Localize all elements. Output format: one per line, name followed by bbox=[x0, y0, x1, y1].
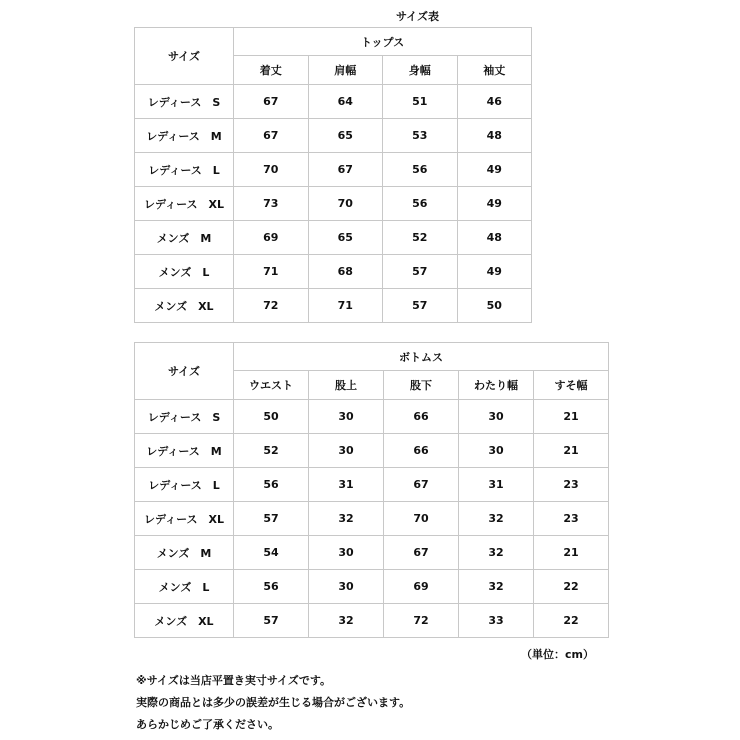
tops-size-table bbox=[134, 27, 532, 323]
size-label: レディース L bbox=[135, 153, 234, 187]
size-label: レディース XL bbox=[135, 502, 234, 536]
table-cell: 23 bbox=[534, 468, 609, 502]
table-cell: 48 bbox=[457, 221, 532, 255]
table-cell: 56 bbox=[234, 468, 309, 502]
table-row bbox=[135, 85, 532, 119]
size-label: レディース XL bbox=[135, 187, 234, 221]
column-header: 股上 bbox=[309, 371, 384, 400]
table-row bbox=[135, 400, 609, 434]
table-cell: 49 bbox=[457, 153, 532, 187]
table-cell: 46 bbox=[457, 85, 532, 119]
size-header: サイズ bbox=[135, 28, 234, 85]
table-cell: 67 bbox=[234, 85, 309, 119]
size-header: サイズ bbox=[135, 343, 234, 400]
table-cell: 52 bbox=[234, 434, 309, 468]
column-header: わたり幅 bbox=[459, 371, 534, 400]
size-label: メンズ XL bbox=[135, 604, 234, 638]
table-row bbox=[135, 570, 609, 604]
table-cell: 72 bbox=[234, 289, 309, 323]
table-cell: 32 bbox=[459, 536, 534, 570]
table-row bbox=[135, 434, 609, 468]
table-cell: 32 bbox=[459, 570, 534, 604]
table-cell: 31 bbox=[459, 468, 534, 502]
table-cell: 32 bbox=[309, 604, 384, 638]
table-cell: 70 bbox=[234, 153, 309, 187]
column-header: 股下 bbox=[384, 371, 459, 400]
table-row bbox=[135, 536, 609, 570]
table-cell: 71 bbox=[308, 289, 383, 323]
unit-note: （単位：cm） bbox=[521, 648, 594, 661]
table-cell: 49 bbox=[457, 255, 532, 289]
table-cell: 54 bbox=[234, 536, 309, 570]
table-cell: 33 bbox=[459, 604, 534, 638]
size-label: メンズ XL bbox=[135, 289, 234, 323]
table-cell: 21 bbox=[534, 536, 609, 570]
table-cell: 70 bbox=[308, 187, 383, 221]
table-cell: 71 bbox=[234, 255, 309, 289]
table-cell: 50 bbox=[234, 400, 309, 434]
table-row bbox=[135, 187, 532, 221]
table-cell: 65 bbox=[308, 119, 383, 153]
table-cell: 56 bbox=[383, 153, 458, 187]
page-title: サイズ表 bbox=[395, 10, 440, 23]
table-cell: 67 bbox=[384, 468, 459, 502]
table-cell: 57 bbox=[234, 604, 309, 638]
column-header: ウエスト bbox=[234, 371, 309, 400]
table-cell: 67 bbox=[384, 536, 459, 570]
table-cell: 30 bbox=[309, 434, 384, 468]
table-cell: 50 bbox=[457, 289, 532, 323]
table-cell: 48 bbox=[457, 119, 532, 153]
table-cell: 65 bbox=[308, 221, 383, 255]
table-cell: 69 bbox=[234, 221, 309, 255]
table-cell: 22 bbox=[534, 570, 609, 604]
table-cell: 31 bbox=[309, 468, 384, 502]
table-cell: 23 bbox=[534, 502, 609, 536]
table-cell: 68 bbox=[308, 255, 383, 289]
column-header: 肩幅 bbox=[308, 56, 383, 85]
table-cell: 30 bbox=[309, 400, 384, 434]
column-header: すそ幅 bbox=[534, 371, 609, 400]
table-cell: 57 bbox=[234, 502, 309, 536]
table-cell: 66 bbox=[384, 400, 459, 434]
table-cell: 30 bbox=[459, 400, 534, 434]
size-label: レディース L bbox=[135, 468, 234, 502]
size-label: レディース S bbox=[135, 85, 234, 119]
table-cell: 67 bbox=[234, 119, 309, 153]
table-cell: 56 bbox=[383, 187, 458, 221]
note-line: 実際の商品とは多少の誤差が生じる場合がございます。 bbox=[136, 696, 411, 709]
size-label: レディース M bbox=[135, 434, 234, 468]
table-row bbox=[135, 502, 609, 536]
table-cell: 70 bbox=[384, 502, 459, 536]
size-label: メンズ M bbox=[135, 221, 234, 255]
table-cell: 67 bbox=[308, 153, 383, 187]
column-header: 袖丈 bbox=[457, 56, 532, 85]
table-cell: 64 bbox=[308, 85, 383, 119]
size-label: メンズ L bbox=[135, 570, 234, 604]
table-cell: 21 bbox=[534, 400, 609, 434]
table-cell: 66 bbox=[384, 434, 459, 468]
bottoms-group-header: ボトムス bbox=[234, 343, 609, 371]
table-cell: 30 bbox=[309, 536, 384, 570]
table-cell: 72 bbox=[384, 604, 459, 638]
table-cell: 30 bbox=[309, 570, 384, 604]
table-cell: 53 bbox=[383, 119, 458, 153]
table-cell: 22 bbox=[534, 604, 609, 638]
table-cell: 51 bbox=[383, 85, 458, 119]
bottoms-size-table bbox=[134, 342, 609, 638]
notes bbox=[136, 670, 410, 736]
table-row bbox=[135, 604, 609, 638]
table-cell: 73 bbox=[234, 187, 309, 221]
column-header: 身幅 bbox=[383, 56, 458, 85]
table-cell: 57 bbox=[383, 255, 458, 289]
table-cell: 57 bbox=[383, 289, 458, 323]
table-row bbox=[135, 221, 532, 255]
table-cell: 52 bbox=[383, 221, 458, 255]
table-row bbox=[135, 289, 532, 323]
size-label: メンズ L bbox=[135, 255, 234, 289]
table-cell: 32 bbox=[459, 502, 534, 536]
table-row bbox=[135, 468, 609, 502]
tops-group-header: トップス bbox=[234, 28, 532, 56]
table-cell: 69 bbox=[384, 570, 459, 604]
table-cell: 56 bbox=[234, 570, 309, 604]
column-header: 着丈 bbox=[234, 56, 309, 85]
table-cell: 32 bbox=[309, 502, 384, 536]
size-label: レディース M bbox=[135, 119, 234, 153]
table-row bbox=[135, 255, 532, 289]
table-cell: 30 bbox=[459, 434, 534, 468]
size-label: レディース S bbox=[135, 400, 234, 434]
table-row bbox=[135, 153, 532, 187]
note-line: あらかじめご了承ください。 bbox=[136, 718, 279, 731]
table-cell: 49 bbox=[457, 187, 532, 221]
size-label: メンズ M bbox=[135, 536, 234, 570]
table-cell: 21 bbox=[534, 434, 609, 468]
note-line: ※サイズは当店平置き実寸サイズです。 bbox=[136, 674, 332, 687]
table-row bbox=[135, 119, 532, 153]
